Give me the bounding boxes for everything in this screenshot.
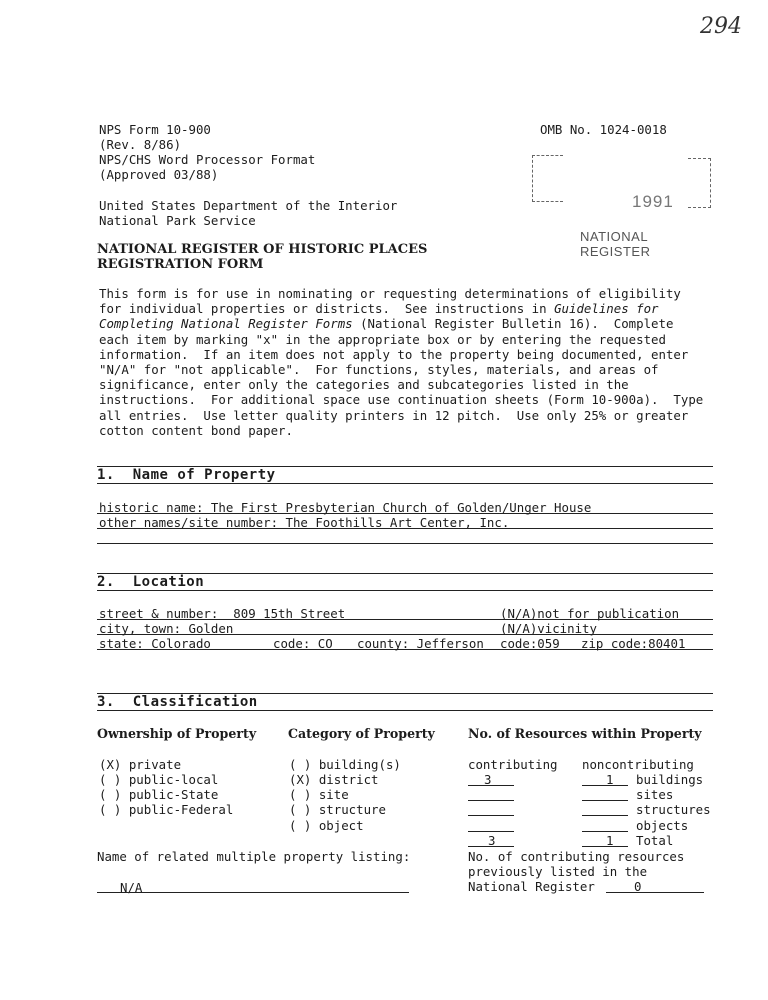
field-underline — [97, 649, 713, 650]
form-id: NPS Form 10-900 — [99, 122, 211, 137]
street-number: street & number: 809 15th Street — [99, 606, 346, 621]
ownership-public-local: ( ) public-local — [99, 772, 219, 787]
ownership-public-state: ( ) public-State — [99, 787, 219, 802]
category-site: ( ) site — [289, 787, 349, 802]
previously-listed-value: 0 — [634, 879, 642, 894]
category-object: ( ) object — [289, 818, 364, 833]
not-for-publication: (N/A)not for publication — [500, 606, 680, 621]
instructions — [99, 286, 719, 438]
divider — [97, 710, 713, 711]
field-underline — [606, 892, 704, 893]
field-underline — [468, 831, 514, 832]
instruction-line: each item by marking "x" in the appropriate box or by entering the requested — [99, 331, 666, 347]
other-names: other names/site number: The Foothills Art Center, Inc. — [99, 515, 510, 530]
instruction-line — [99, 316, 719, 331]
resource-label-objects: objects — [636, 818, 689, 833]
instruction-line: all entries. Use letter quality printers in 12 pitch. Use only 25% or greater — [99, 407, 689, 423]
stamp-register: REGISTER — [580, 244, 651, 259]
section2-heading: 2. Location — [97, 574, 205, 590]
field-underline — [468, 785, 514, 786]
stamp-frame-right — [688, 158, 711, 208]
state-code: code: CO — [273, 636, 333, 651]
category-buildings: ( ) building(s) — [289, 757, 401, 772]
resource-label-total: Total — [636, 833, 674, 848]
county: county: Jefferson — [357, 636, 484, 651]
instruction-line: "N/A" for "not applicable". For functions, styles, materials, and areas of — [99, 362, 659, 378]
instruction-line: significance, enter only the categories and subcategories listed in the — [99, 377, 629, 393]
form-approved: (Approved 03/88) — [99, 167, 219, 182]
vicinity: (N/A)vicinity — [500, 621, 597, 636]
instruction-line: cotton content bond paper. — [99, 422, 293, 438]
previously-listed-line2: previously listed in the — [468, 864, 648, 879]
instruction-text: for individual properties or districts. See instructions in — [99, 301, 555, 317]
historic-name: historic name: The First Presbyterian Church of Golden/Unger House — [99, 500, 592, 515]
instruction-line: information. If an item does not apply to the property being documented, enter — [99, 346, 689, 362]
ownership-public-federal: ( ) public-Federal — [99, 802, 234, 817]
field-underline — [582, 800, 628, 801]
form-format: NPS/CHS Word Processor Format — [99, 152, 316, 167]
stamp-date: 1991 — [632, 192, 674, 211]
field-underline — [582, 831, 628, 832]
previously-listed-line1: No. of contributing resources — [468, 849, 685, 864]
service: National Park Service — [99, 213, 256, 228]
contributing-label: contributing — [468, 757, 558, 772]
stamp-frame-left — [532, 155, 563, 202]
section3-heading: 3. Classification — [97, 694, 258, 710]
previously-listed-line3: National Register — [468, 879, 595, 894]
field-underline — [97, 513, 713, 514]
resource-label-sites: sites — [636, 787, 674, 802]
field-underline — [468, 800, 514, 801]
form-subtitle: REGISTRATION FORM — [97, 257, 264, 272]
zip-code: zip code:80401 — [581, 636, 686, 651]
department: United States Department of the Interior — [99, 198, 398, 213]
noncontributing-buildings: 1 — [606, 772, 614, 787]
county-code: code:059 — [500, 636, 560, 651]
contributing-buildings: 3 — [484, 772, 492, 787]
section1-heading: 1. Name of Property — [97, 467, 276, 483]
field-underline — [97, 619, 713, 620]
form-revision: (Rev. 8/86) — [99, 137, 182, 152]
divider — [97, 483, 713, 484]
category-structure: ( ) structure — [289, 802, 386, 817]
resource-label-buildings: buildings — [636, 772, 704, 787]
form-title: NATIONAL REGISTER OF HISTORIC PLACES — [97, 242, 428, 257]
multiple-listing-label: Name of related multiple property listing: — [97, 849, 411, 864]
instruction-line: instructions. For additional space use continuation sheets (Form 10-900a). Type — [99, 392, 704, 408]
handwritten-page-number: 294 — [700, 14, 742, 39]
state: state: Colorado — [99, 636, 211, 651]
instruction-guidelines: Guidelines for — [554, 301, 659, 317]
city-town: city, town: Golden — [99, 621, 234, 636]
divider — [97, 590, 713, 591]
field-underline — [97, 634, 713, 635]
field-underline — [582, 785, 628, 786]
field-underline — [582, 815, 628, 816]
field-underline — [468, 815, 514, 816]
resources-header: No. of Resources within Property — [468, 726, 702, 741]
instruction-guidelines: Completing National Register Forms — [99, 316, 353, 332]
category-district: (X) district — [289, 772, 379, 787]
instruction-text: (National Register Bulletin 16). Complete — [352, 316, 674, 332]
category-header: Category of Property — [288, 726, 435, 741]
instruction-line — [99, 301, 719, 316]
field-underline — [97, 528, 713, 529]
field-underline — [468, 846, 514, 847]
field-underline — [582, 846, 628, 847]
contributing-total: 3 — [488, 833, 496, 848]
stamp-national: NATIONAL — [580, 229, 649, 244]
ownership-header: Ownership of Property — [97, 726, 257, 741]
ownership-private: (X) private — [99, 757, 182, 772]
omb-number: OMB No. 1024-0018 — [540, 122, 667, 137]
noncontributing-total: 1 — [606, 833, 614, 848]
field-underline — [97, 543, 713, 544]
field-underline — [97, 892, 409, 893]
resource-label-structures: structures — [636, 802, 711, 817]
instruction-line: This form is for use in nominating or requesting determinations of eligibility — [99, 286, 681, 301]
multiple-listing-value: N/A — [120, 880, 143, 895]
noncontributing-label: noncontributing — [582, 757, 694, 772]
